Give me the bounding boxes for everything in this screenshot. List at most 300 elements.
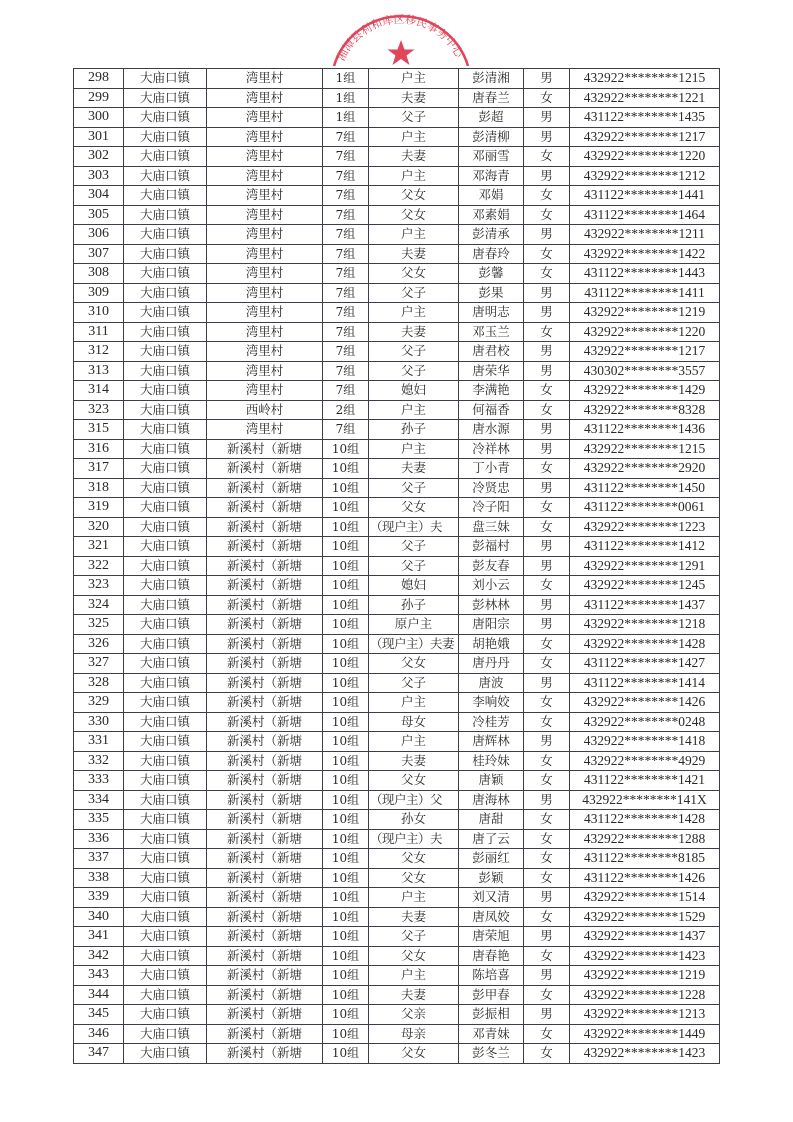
village-cell: 新溪村（新塘	[207, 712, 323, 732]
group-cell: 7组	[323, 127, 369, 147]
village-cell: 湾里村	[207, 361, 323, 381]
town-cell: 大庙口镇	[124, 615, 207, 635]
relation-cell: 户主	[369, 400, 459, 420]
village-cell: 新溪村（新塘	[207, 439, 323, 459]
village-cell: 新溪村（新塘	[207, 1044, 323, 1064]
name-cell: 彭友春	[459, 556, 524, 576]
star-icon	[388, 40, 415, 65]
roster-body	[74, 69, 720, 1064]
gender-cell: 女	[524, 517, 570, 537]
table-row	[74, 108, 720, 128]
group-cell: 10组	[323, 966, 369, 986]
row-number: 340	[74, 907, 124, 927]
village-cell: 新溪村（新塘	[207, 478, 323, 498]
gender-cell: 男	[524, 127, 570, 147]
relation-cell: 父子	[369, 478, 459, 498]
table-row	[74, 400, 720, 420]
table-row	[74, 771, 720, 791]
town-cell: 大庙口镇	[124, 420, 207, 440]
town-cell: 大庙口镇	[124, 693, 207, 713]
table-row	[74, 322, 720, 342]
row-number: 301	[74, 127, 124, 147]
id-number-cell: 431122********1414	[570, 673, 720, 693]
relation-cell: 户主	[369, 693, 459, 713]
table-row	[74, 595, 720, 615]
village-cell: 新溪村（新塘	[207, 771, 323, 791]
table-row	[74, 849, 720, 869]
gender-cell: 女	[524, 868, 570, 888]
gender-cell: 女	[524, 985, 570, 1005]
village-cell: 新溪村（新塘	[207, 888, 323, 908]
relation-cell: 父女	[369, 264, 459, 284]
name-cell: 彭林林	[459, 595, 524, 615]
row-number: 318	[74, 478, 124, 498]
village-cell: 新溪村（新塘	[207, 966, 323, 986]
group-cell: 7组	[323, 186, 369, 206]
village-cell: 新溪村（新塘	[207, 654, 323, 674]
name-cell: 丁小青	[459, 459, 524, 479]
gender-cell: 女	[524, 693, 570, 713]
row-number: 337	[74, 849, 124, 869]
village-cell: 新溪村（新塘	[207, 459, 323, 479]
table-row	[74, 888, 720, 908]
town-cell: 大庙口镇	[124, 283, 207, 303]
village-cell: 湾里村	[207, 342, 323, 362]
gender-cell: 男	[524, 595, 570, 615]
group-cell: 7组	[323, 342, 369, 362]
village-cell: 新溪村（新塘	[207, 810, 323, 830]
id-number-cell: 432922********1217	[570, 342, 720, 362]
village-cell: 新溪村（新塘	[207, 576, 323, 596]
town-cell: 大庙口镇	[124, 69, 207, 89]
group-cell: 7组	[323, 147, 369, 167]
gender-cell: 女	[524, 576, 570, 596]
name-cell: 冷桂芳	[459, 712, 524, 732]
row-number: 333	[74, 771, 124, 791]
table-row	[74, 693, 720, 713]
row-number: 328	[74, 673, 124, 693]
group-cell: 10组	[323, 712, 369, 732]
town-cell: 大庙口镇	[124, 907, 207, 927]
relation-cell: 夫妻	[369, 244, 459, 264]
name-cell: 彭丽红	[459, 849, 524, 869]
id-number-cell: 432922********1291	[570, 556, 720, 576]
gender-cell: 女	[524, 810, 570, 830]
id-number-cell: 432922********4929	[570, 751, 720, 771]
relation-cell: 户主	[369, 303, 459, 323]
name-cell: 何福香	[459, 400, 524, 420]
relation-cell: 母女	[369, 712, 459, 732]
table-row	[74, 946, 720, 966]
id-number-cell: 431122********1441	[570, 186, 720, 206]
name-cell: 唐颖	[459, 771, 524, 791]
group-cell: 10组	[323, 615, 369, 635]
table-row	[74, 420, 720, 440]
village-cell: 湾里村	[207, 244, 323, 264]
relation-cell: （现户主）夫	[369, 829, 459, 849]
id-number-cell: 432922********1213	[570, 1005, 720, 1025]
group-cell: 10组	[323, 888, 369, 908]
village-cell: 湾里村	[207, 127, 323, 147]
gender-cell: 男	[524, 166, 570, 186]
group-cell: 10组	[323, 1024, 369, 1044]
gender-cell: 男	[524, 108, 570, 128]
village-cell: 新溪村（新塘	[207, 907, 323, 927]
town-cell: 大庙口镇	[124, 595, 207, 615]
gender-cell: 女	[524, 712, 570, 732]
name-cell: 彭甲春	[459, 985, 524, 1005]
village-cell: 新溪村（新塘	[207, 693, 323, 713]
gender-cell: 男	[524, 1005, 570, 1025]
town-cell: 大庙口镇	[124, 810, 207, 830]
id-number-cell: 432922********1220	[570, 147, 720, 167]
town-cell: 大庙口镇	[124, 478, 207, 498]
group-cell: 10组	[323, 868, 369, 888]
gender-cell: 女	[524, 205, 570, 225]
name-cell: 唐阳宗	[459, 615, 524, 635]
relation-cell: （现户主）夫妻	[369, 634, 459, 654]
name-cell: 邓丽雪	[459, 147, 524, 167]
group-cell: 10组	[323, 517, 369, 537]
name-cell: 邓青妹	[459, 1024, 524, 1044]
row-number: 314	[74, 381, 124, 401]
table-row	[74, 1044, 720, 1064]
id-number-cell: 432922********1221	[570, 88, 720, 108]
name-cell: 唐了云	[459, 829, 524, 849]
gender-cell: 女	[524, 322, 570, 342]
village-cell: 湾里村	[207, 108, 323, 128]
relation-cell: 孙女	[369, 810, 459, 830]
town-cell: 大庙口镇	[124, 108, 207, 128]
town-cell: 大庙口镇	[124, 1024, 207, 1044]
row-number: 344	[74, 985, 124, 1005]
table-row	[74, 69, 720, 89]
table-row	[74, 342, 720, 362]
table-row	[74, 868, 720, 888]
village-cell: 湾里村	[207, 166, 323, 186]
relation-cell: 父女	[369, 498, 459, 518]
id-number-cell: 432922********1223	[570, 517, 720, 537]
group-cell: 10组	[323, 1044, 369, 1064]
relation-cell: 户主	[369, 166, 459, 186]
town-cell: 大庙口镇	[124, 732, 207, 752]
village-cell: 新溪村（新塘	[207, 498, 323, 518]
name-cell: 彭超	[459, 108, 524, 128]
gender-cell: 女	[524, 1024, 570, 1044]
table-row	[74, 576, 720, 596]
row-number: 310	[74, 303, 124, 323]
town-cell: 大庙口镇	[124, 400, 207, 420]
id-number-cell: 431122********1421	[570, 771, 720, 791]
town-cell: 大庙口镇	[124, 322, 207, 342]
id-number-cell: 432922********1217	[570, 127, 720, 147]
row-number: 300	[74, 108, 124, 128]
group-cell: 10组	[323, 946, 369, 966]
village-cell: 新溪村（新塘	[207, 829, 323, 849]
group-cell: 7组	[323, 244, 369, 264]
row-number: 313	[74, 361, 124, 381]
group-cell: 7组	[323, 264, 369, 284]
name-cell: 邓素娟	[459, 205, 524, 225]
gender-cell: 女	[524, 186, 570, 206]
gender-cell: 女	[524, 381, 570, 401]
village-cell: 新溪村（新塘	[207, 556, 323, 576]
group-cell: 10组	[323, 537, 369, 557]
name-cell: 彭馨	[459, 264, 524, 284]
name-cell: 唐水源	[459, 420, 524, 440]
gender-cell: 男	[524, 790, 570, 810]
relation-cell: 父女	[369, 946, 459, 966]
village-cell: 新溪村（新塘	[207, 946, 323, 966]
village-cell: 湾里村	[207, 303, 323, 323]
relation-cell: 媳妇	[369, 576, 459, 596]
relation-cell: 父女	[369, 868, 459, 888]
gender-cell: 男	[524, 732, 570, 752]
relation-cell: 夫妻	[369, 322, 459, 342]
resident-roster-table	[73, 68, 720, 1064]
gender-cell: 男	[524, 283, 570, 303]
table-row	[74, 907, 720, 927]
table-row	[74, 478, 720, 498]
relation-cell: 户主	[369, 69, 459, 89]
id-number-cell: 431122********1412	[570, 537, 720, 557]
row-number: 324	[74, 595, 124, 615]
id-number-cell: 431122********1437	[570, 595, 720, 615]
row-number: 299	[74, 88, 124, 108]
id-number-cell: 431122********1428	[570, 810, 720, 830]
table-row	[74, 147, 720, 167]
table-row	[74, 732, 720, 752]
id-number-cell: 432922********1514	[570, 888, 720, 908]
row-number: 338	[74, 868, 124, 888]
town-cell: 大庙口镇	[124, 205, 207, 225]
relation-cell: 父子	[369, 537, 459, 557]
table-row	[74, 927, 720, 947]
group-cell: 7组	[323, 283, 369, 303]
table-row	[74, 985, 720, 1005]
relation-cell: 父子	[369, 927, 459, 947]
village-cell: 湾里村	[207, 264, 323, 284]
town-cell: 大庙口镇	[124, 654, 207, 674]
id-number-cell: 430302********3557	[570, 361, 720, 381]
village-cell: 新溪村（新塘	[207, 985, 323, 1005]
village-cell: 新溪村（新塘	[207, 615, 323, 635]
gender-cell: 男	[524, 673, 570, 693]
row-number: 342	[74, 946, 124, 966]
row-number: 347	[74, 1044, 124, 1064]
group-cell: 7组	[323, 166, 369, 186]
row-number: 346	[74, 1024, 124, 1044]
relation-cell: 原户主	[369, 615, 459, 635]
gender-cell: 男	[524, 537, 570, 557]
gender-cell: 男	[524, 615, 570, 635]
group-cell: 7组	[323, 361, 369, 381]
id-number-cell: 431122********8185	[570, 849, 720, 869]
gender-cell: 女	[524, 459, 570, 479]
gender-cell: 女	[524, 829, 570, 849]
table-row	[74, 712, 720, 732]
group-cell: 10组	[323, 829, 369, 849]
row-number: 323	[74, 400, 124, 420]
relation-cell: 孙子	[369, 420, 459, 440]
row-number: 319	[74, 498, 124, 518]
gender-cell: 男	[524, 439, 570, 459]
town-cell: 大庙口镇	[124, 1005, 207, 1025]
town-cell: 大庙口镇	[124, 712, 207, 732]
town-cell: 大庙口镇	[124, 985, 207, 1005]
name-cell: 邓娟	[459, 186, 524, 206]
gender-cell: 男	[524, 888, 570, 908]
gender-cell: 女	[524, 634, 570, 654]
id-number-cell: 432922********2920	[570, 459, 720, 479]
name-cell: 唐凤姣	[459, 907, 524, 927]
row-number: 343	[74, 966, 124, 986]
gender-cell: 女	[524, 88, 570, 108]
town-cell: 大庙口镇	[124, 849, 207, 869]
id-number-cell: 431122********1427	[570, 654, 720, 674]
table-row	[74, 244, 720, 264]
table-row	[74, 225, 720, 245]
id-number-cell: 432922********1220	[570, 322, 720, 342]
name-cell: 唐春艳	[459, 946, 524, 966]
group-cell: 10组	[323, 849, 369, 869]
gender-cell: 女	[524, 849, 570, 869]
row-number: 312	[74, 342, 124, 362]
row-number: 320	[74, 517, 124, 537]
name-cell: 刘又清	[459, 888, 524, 908]
village-cell: 湾里村	[207, 420, 323, 440]
town-cell: 大庙口镇	[124, 576, 207, 596]
relation-cell: 父女	[369, 186, 459, 206]
id-number-cell: 431122********1426	[570, 868, 720, 888]
id-number-cell: 432922********1423	[570, 1044, 720, 1064]
row-number: 331	[74, 732, 124, 752]
table-row	[74, 810, 720, 830]
row-number: 303	[74, 166, 124, 186]
group-cell: 10组	[323, 439, 369, 459]
relation-cell: 夫妻	[369, 751, 459, 771]
name-cell: 唐辉林	[459, 732, 524, 752]
table-row	[74, 1024, 720, 1044]
id-number-cell: 432922********1215	[570, 69, 720, 89]
village-cell: 新溪村（新塘	[207, 1024, 323, 1044]
id-number-cell: 431122********1464	[570, 205, 720, 225]
group-cell: 10组	[323, 907, 369, 927]
group-cell: 10组	[323, 693, 369, 713]
group-cell: 2组	[323, 400, 369, 420]
village-cell: 湾里村	[207, 147, 323, 167]
village-cell: 新溪村（新塘	[207, 537, 323, 557]
relation-cell: 夫妻	[369, 147, 459, 167]
relation-cell: （现户主）父	[369, 790, 459, 810]
town-cell: 大庙口镇	[124, 147, 207, 167]
gender-cell: 女	[524, 498, 570, 518]
gender-cell: 男	[524, 478, 570, 498]
name-cell: 胡艳娥	[459, 634, 524, 654]
id-number-cell: 432922********1423	[570, 946, 720, 966]
name-cell: 唐丹丹	[459, 654, 524, 674]
table-row	[74, 615, 720, 635]
gender-cell: 男	[524, 303, 570, 323]
row-number: 311	[74, 322, 124, 342]
id-number-cell: 431122********0061	[570, 498, 720, 518]
name-cell: 彭振相	[459, 1005, 524, 1025]
town-cell: 大庙口镇	[124, 303, 207, 323]
table-row	[74, 166, 720, 186]
id-number-cell: 431122********1443	[570, 264, 720, 284]
town-cell: 大庙口镇	[124, 186, 207, 206]
row-number: 330	[74, 712, 124, 732]
town-cell: 大庙口镇	[124, 498, 207, 518]
group-cell: 10组	[323, 595, 369, 615]
gender-cell: 女	[524, 244, 570, 264]
official-seal	[326, 2, 476, 66]
group-cell: 10组	[323, 751, 369, 771]
relation-cell: 父子	[369, 342, 459, 362]
table-row	[74, 459, 720, 479]
town-cell: 大庙口镇	[124, 439, 207, 459]
relation-cell: 户主	[369, 966, 459, 986]
id-number-cell: 432922********1219	[570, 303, 720, 323]
table-row	[74, 498, 720, 518]
row-number: 326	[74, 634, 124, 654]
table-row	[74, 790, 720, 810]
relation-cell: 夫妻	[369, 459, 459, 479]
village-cell: 新溪村（新塘	[207, 927, 323, 947]
relation-cell: 父女	[369, 205, 459, 225]
group-cell: 10组	[323, 771, 369, 791]
row-number: 334	[74, 790, 124, 810]
row-number: 307	[74, 244, 124, 264]
name-cell: 彭清承	[459, 225, 524, 245]
town-cell: 大庙口镇	[124, 634, 207, 654]
relation-cell: 户主	[369, 732, 459, 752]
town-cell: 大庙口镇	[124, 517, 207, 537]
relation-cell: 父子	[369, 673, 459, 693]
group-cell: 10组	[323, 985, 369, 1005]
gender-cell: 男	[524, 225, 570, 245]
name-cell: 唐春兰	[459, 88, 524, 108]
name-cell: 彭福村	[459, 537, 524, 557]
name-cell: 刘小云	[459, 576, 524, 596]
name-cell: 彭冬兰	[459, 1044, 524, 1064]
id-number-cell: 432922********1228	[570, 985, 720, 1005]
table-row	[74, 537, 720, 557]
gender-cell: 男	[524, 966, 570, 986]
relation-cell: 父女	[369, 1044, 459, 1064]
relation-cell: 户主	[369, 127, 459, 147]
town-cell: 大庙口镇	[124, 556, 207, 576]
group-cell: 1组	[323, 88, 369, 108]
town-cell: 大庙口镇	[124, 225, 207, 245]
town-cell: 大庙口镇	[124, 888, 207, 908]
gender-cell: 女	[524, 751, 570, 771]
table-row	[74, 303, 720, 323]
name-cell: 桂玲妹	[459, 751, 524, 771]
gender-cell: 女	[524, 946, 570, 966]
town-cell: 大庙口镇	[124, 927, 207, 947]
id-number-cell: 432922********1529	[570, 907, 720, 927]
group-cell: 10组	[323, 634, 369, 654]
row-number: 327	[74, 654, 124, 674]
town-cell: 大庙口镇	[124, 244, 207, 264]
group-cell: 10组	[323, 732, 369, 752]
row-number: 329	[74, 693, 124, 713]
table-row	[74, 439, 720, 459]
relation-cell: 户主	[369, 888, 459, 908]
group-cell: 10组	[323, 927, 369, 947]
village-cell: 湾里村	[207, 205, 323, 225]
